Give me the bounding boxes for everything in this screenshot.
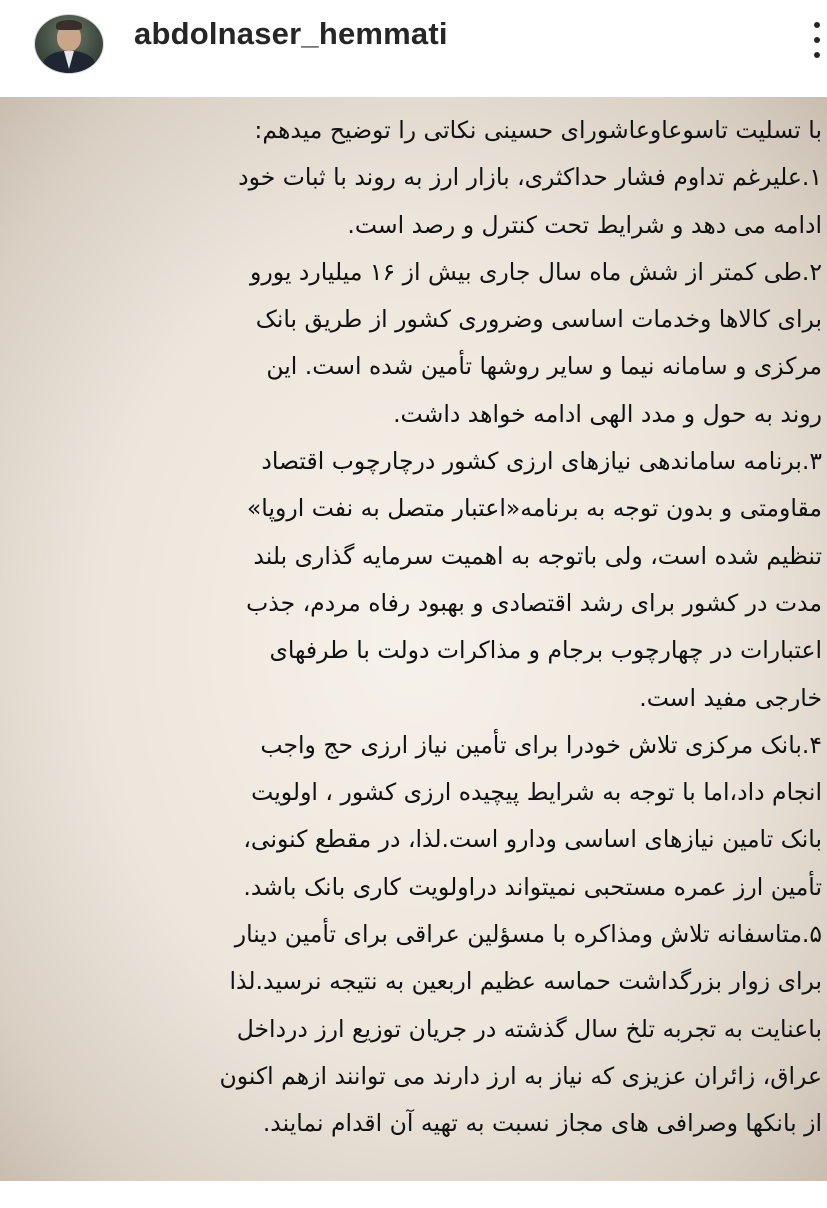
- text-line: مقاومتی و بدون توجه به برنامه«اعتبار متصل به نفت اروپا»: [246, 494, 822, 523]
- text-line: با تسلیت تاسوعاوعاشورای حسینی نکاتی را توضیح میدهم:: [254, 116, 822, 144]
- text-line: بانک تامین نیازهای اساسی ودارو است.لذا، در مقطع کنونی،: [243, 825, 822, 854]
- text-line: ۳.برنامه ساماندهی نیازهای ارزی کشور درچارچوب اقتصاد: [261, 447, 822, 476]
- text-line: مدت در کشور برای رشد اقتصادی و بهبود رفاه مردم، جذب: [246, 588, 822, 617]
- text-line: ۴.بانک مرکزی تلاش خودرا برای تأمین نیاز ارزی حج واجب: [260, 730, 822, 759]
- post-image[interactable]: [0, 97, 827, 1181]
- text-line: برای کالاها وخدمات اساسی وضروری کشور از طریق بانک: [255, 305, 822, 334]
- text-line: ادامه می دهد و شرایط تحت کنترل و رصد است.: [347, 210, 822, 239]
- text-line: ۲.طی کمتر از شش ماه سال جاری بیش از ۱۶ میلیارد یورو: [250, 257, 822, 286]
- text-line: باعنایت به تجربه تلخ سال گذشته در جریان توزیع ارز درداخل: [236, 1014, 822, 1043]
- text-line: ۵.متاسفانه تلاش ومذاکره با مسؤلین عراقی برای تأمین دینار: [234, 920, 822, 949]
- post-text-block: [44, 107, 822, 1148]
- avatar[interactable]: [34, 14, 104, 74]
- text-line: ۱.علیرغم تداوم فشار حداکثری، بازار ارز به روند با ثبات خود: [238, 163, 822, 192]
- post-header: [0, 0, 827, 97]
- text-line: مرکزی و سامانه نیما و سایر روشها تأمین شده است. این: [266, 352, 822, 381]
- text-line: اعتبارات در چهارچوب برجام و مذاکرات دولت با طرفهای: [269, 636, 822, 665]
- text-line: عراق، زائران عزیزی که نیاز به ارز دارند می توانند ازهم اکنون: [219, 1061, 822, 1090]
- text-line: تأمین ارز عمره مستحبی نمیتواند دراولویت کاری بانک باشد.: [243, 872, 822, 901]
- text-line: تنظیم شده است، ولی باتوجه به اهمیت سرمایه گذاری بلند: [253, 541, 822, 570]
- more-vertical-icon[interactable]: [808, 20, 826, 60]
- username-link[interactable]: abdolnaser_hemmati: [134, 16, 448, 51]
- text-line: برای زوار بزرگداشت حماسه عظیم اربعین به نتیجه نرسید.لذا: [229, 967, 822, 996]
- text-line: انجام داد،اما با توجه به شرایط پیچیده ارزی کشور ، اولویت: [251, 778, 822, 807]
- text-line: خارجی مفید است.: [639, 683, 822, 712]
- text-line: از بانکها وصرافی های مجاز نسبت به تهیه آن اقدام نمایند.: [262, 1109, 822, 1138]
- text-line: روند به حول و مدد الهی ادامه خواهد داشت.: [393, 399, 822, 428]
- avatar-hair: [56, 20, 82, 30]
- footer-strip: [0, 1181, 827, 1208]
